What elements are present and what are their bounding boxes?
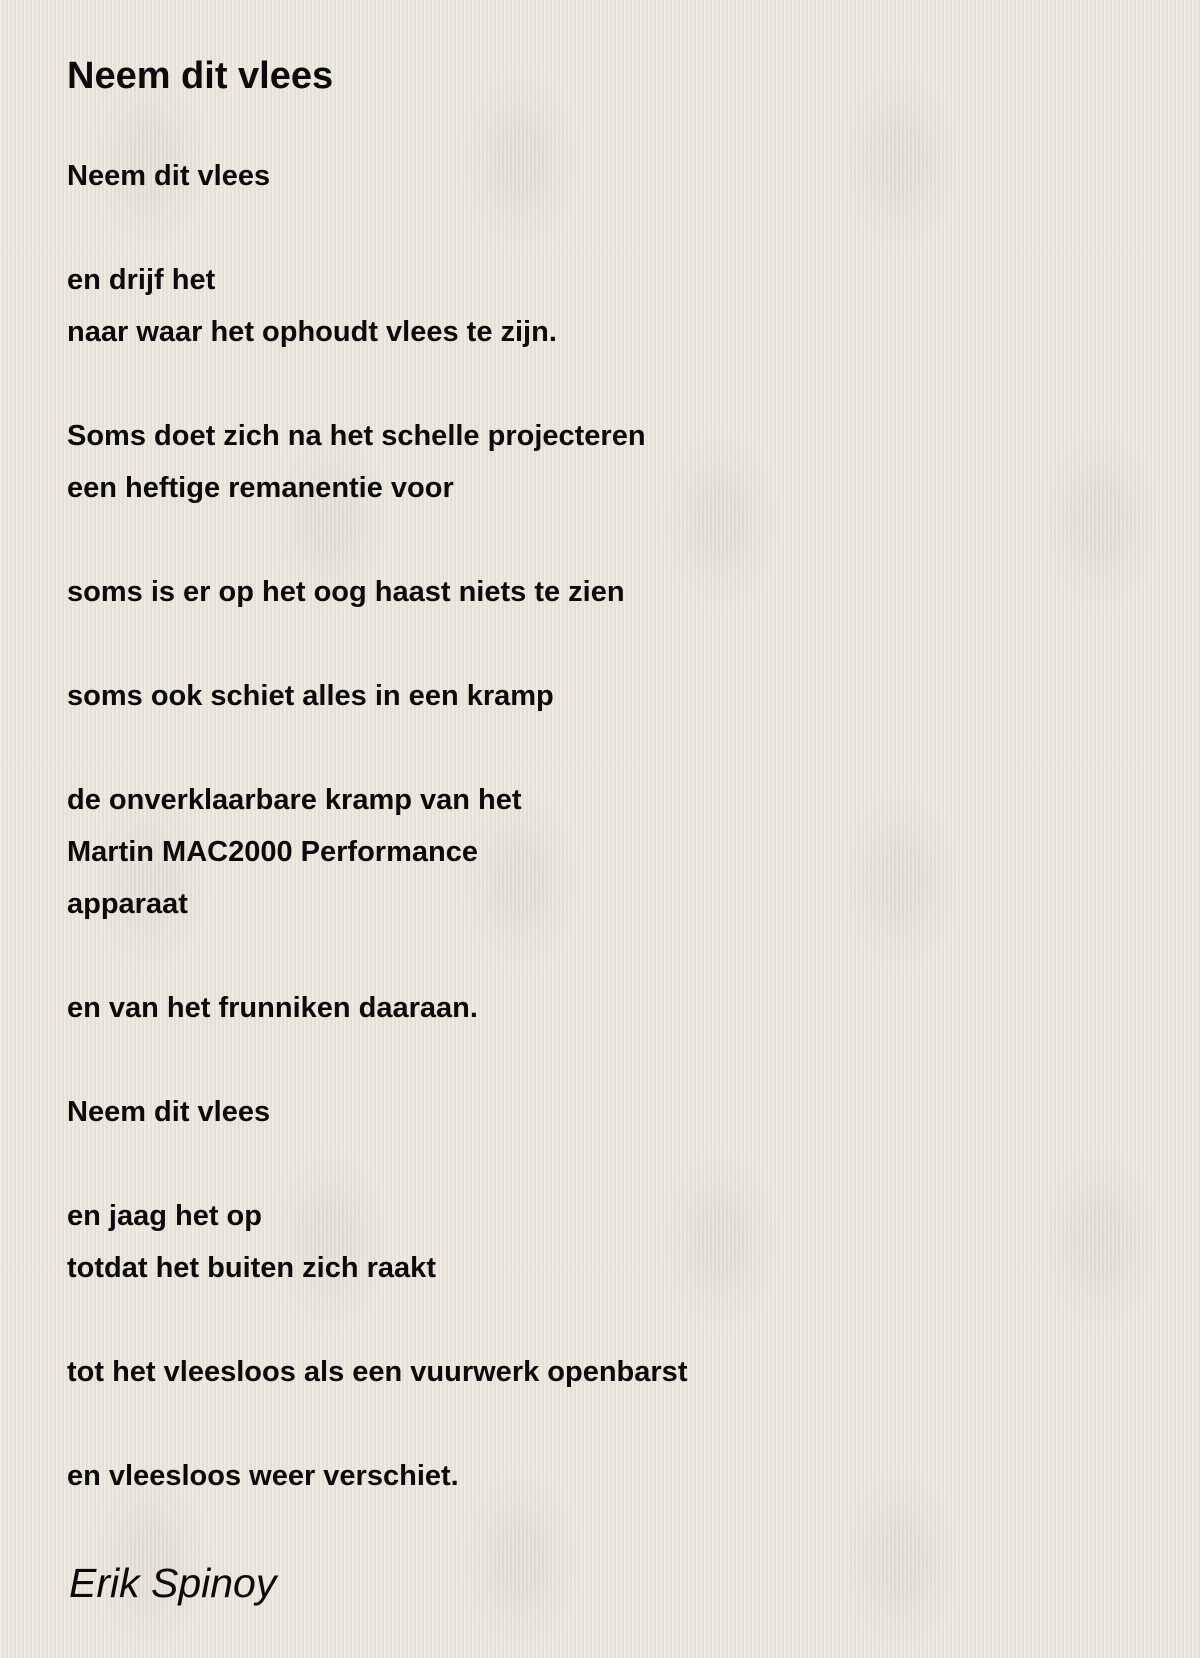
poem-line: een heftige remanentie voor [67, 472, 454, 504]
stanza-break [67, 1034, 687, 1086]
stanza-break [67, 202, 687, 254]
poem-line: Soms doet zich na het schelle projecteren [67, 420, 646, 452]
poem-line: en drijf het [67, 264, 216, 296]
poem-line: naar waar het ophoudt vlees te zijn. [67, 316, 557, 348]
stanza-break [67, 1294, 687, 1346]
poem-line: en van het frunniken daaraan. [67, 992, 478, 1024]
poem-line: en vleesloos weer verschiet. [67, 1460, 459, 1492]
poem-author: Erik Spinoy [69, 1560, 277, 1606]
poem-line: Neem dit vlees [67, 160, 271, 192]
poem-line: soms is er op het oog haast niets te zien [67, 576, 625, 608]
poem-line: tot het vleesloos als een vuurwerk openbarst [67, 1356, 688, 1388]
poem-line: Martin MAC2000 Performance [67, 836, 478, 868]
poem-line: en jaag het op [67, 1200, 262, 1232]
poem-line: Neem dit vlees [67, 1096, 271, 1128]
stanza-break [67, 930, 687, 982]
stanza-break [67, 722, 687, 774]
stanza-break [67, 514, 687, 566]
stanza-break [67, 1398, 687, 1450]
poem-body [67, 150, 687, 1502]
stanza-break [67, 618, 687, 670]
stanza-break [67, 1138, 687, 1190]
poem-line: de onverklaarbare kramp van het [67, 784, 522, 816]
poem-line: soms ook schiet alles in een kramp [67, 680, 554, 712]
poem-line: totdat het buiten zich raakt [67, 1252, 436, 1284]
poem-title: Neem dit vlees [67, 55, 334, 97]
poem-line: apparaat [67, 888, 188, 920]
stanza-break [67, 358, 687, 410]
